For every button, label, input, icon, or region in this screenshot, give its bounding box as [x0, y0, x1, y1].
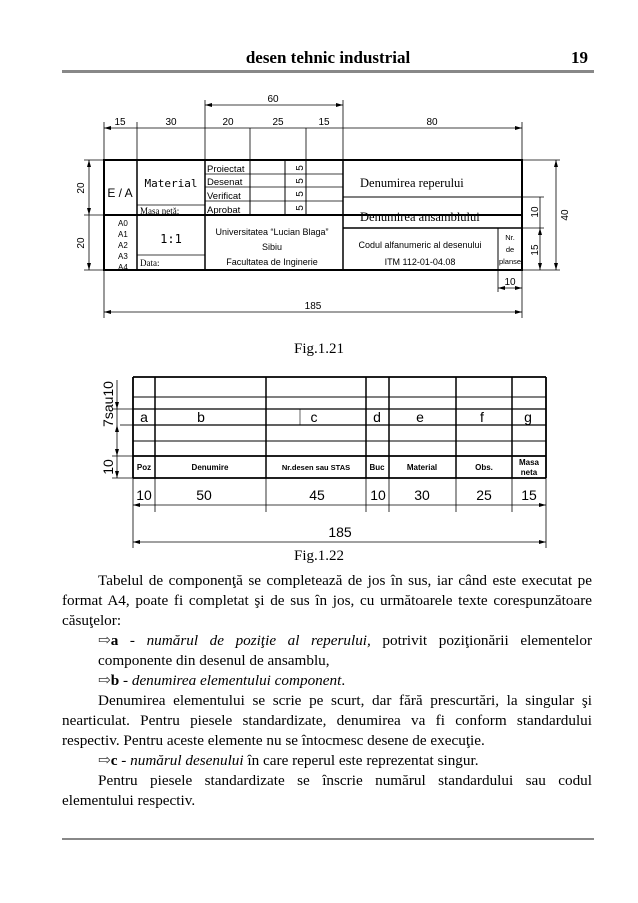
item-a-letter: a	[110, 632, 119, 649]
cell-a2: A2	[118, 241, 128, 250]
header-poz: Poz	[136, 463, 152, 472]
dim-15a: 15	[114, 117, 126, 128]
item-b	[62, 671, 592, 691]
arrow-icon: ⇨	[98, 632, 111, 649]
item-b-letter: b	[110, 672, 120, 689]
cell-proiectat: Proiectat	[207, 164, 245, 175]
dim-15-right: 15	[530, 244, 541, 256]
dim-20-left-bottom: 20	[76, 237, 87, 249]
dim-10-left: 10	[100, 459, 116, 475]
cell-a1: A1	[118, 230, 128, 239]
dim-30: 30	[165, 117, 177, 128]
paragraph-1: Tabelul de componenţă se completează de jos în sus, iar când este executat pe format A4, poate fi completat şi de sus în jos, cu următoarele texte corespunzătoare căsuţelor:	[62, 572, 592, 629]
dim-5d: 5	[295, 205, 306, 211]
item-c	[62, 751, 592, 771]
header-obs: Obs.	[475, 463, 493, 472]
letter-b: b	[197, 409, 205, 425]
dim-20: 20	[222, 117, 234, 128]
width-30: 30	[414, 487, 430, 503]
header-buc: Buc	[369, 463, 385, 472]
item-a-italic: numărul de poziţie al reperului,	[146, 632, 371, 649]
dim-5a: 5	[295, 165, 306, 171]
fig-1-21-caption: Fig.1.21	[293, 341, 344, 357]
item-c-italic: numărul desenului	[130, 752, 244, 769]
letter-f: f	[480, 409, 484, 425]
fig-1-22-caption: Fig.1.22	[293, 548, 344, 564]
body-text	[62, 571, 592, 811]
letter-a: a	[140, 409, 148, 425]
item-b-italic: denumirea elementului component	[131, 672, 342, 689]
cell-cod-value: ITM 112-01-04.08	[384, 257, 456, 267]
dim-25: 25	[272, 117, 284, 128]
page-number: 19	[571, 48, 588, 67]
cell-material: Material	[144, 177, 198, 190]
footer-rule	[62, 838, 594, 840]
dim-80: 80	[426, 117, 438, 128]
cell-cod-label: Codul alfanumeric al desenului	[358, 240, 482, 250]
cell-verificat: Verificat	[207, 191, 241, 202]
cell-a4: A4	[118, 263, 128, 272]
cell-nr3: planse	[498, 257, 522, 266]
cell-nr2: de	[505, 245, 515, 254]
dim-10-right: 10	[530, 206, 541, 218]
header-masa: Masa	[518, 458, 540, 467]
cell-a0: A0	[118, 219, 128, 228]
letter-c: c	[310, 409, 318, 425]
item-a	[62, 631, 592, 671]
cell-univ-line3: Facultatea de Inginerie	[226, 257, 318, 267]
header-material: Material	[406, 463, 438, 472]
arrow-icon: ⇨	[98, 672, 111, 689]
arrow-icon: ⇨	[98, 752, 111, 769]
dim-40-right: 40	[560, 209, 571, 221]
cell-denumirea-ansamblului: Denumirea ansamblului	[360, 210, 480, 224]
width-10a: 10	[136, 487, 152, 503]
letter-g: g	[524, 409, 532, 425]
dim-5c: 5	[295, 191, 306, 197]
letter-e: e	[416, 409, 424, 425]
dim-7-or-10: 7sau10	[100, 381, 116, 427]
paragraph-2: Denumirea elementului se scrie pe scurt, dar fără prescurtări, la singular şi nearticulat. Pentru piesele standardizate, denumirea va fi conform standardului respectiv. Pentru aceste elemente nu se întocmesc desene de execuţie.	[62, 692, 592, 749]
cell-masa-neta: Masa netă:	[140, 206, 180, 216]
width-10b: 10	[370, 487, 386, 503]
cell-nr1: Nr.	[505, 233, 515, 242]
dim-60: 60	[267, 94, 279, 105]
header-denumire: Denumire	[191, 463, 229, 472]
cell-denumirea-reperului: Denumirea reperului	[360, 176, 464, 190]
cell-data: Data:	[140, 258, 160, 268]
cell-scale: 1:1	[160, 232, 182, 246]
cell-ea: E / A	[107, 186, 133, 200]
width-15: 15	[521, 487, 537, 503]
dim-15b: 15	[318, 117, 330, 128]
letter-d: d	[373, 409, 381, 425]
header-title: desen tehnic industrial	[245, 48, 411, 67]
item-a-rest: potrivit poziţionării elementelor componente din desenul de ansamblu,	[98, 632, 593, 669]
header-nr-desen: Nr.desen sau STAS	[281, 463, 351, 472]
width-50: 50	[196, 487, 212, 503]
width-185: 185	[328, 524, 352, 540]
item-c-letter: c	[110, 752, 118, 769]
cell-univ-line1: Universitatea “Lucian Blaga”	[215, 227, 329, 237]
dim-185: 185	[304, 301, 322, 312]
width-45: 45	[309, 487, 325, 503]
dim-5b: 5	[295, 178, 306, 184]
dim-20-left-top: 20	[76, 182, 87, 194]
width-25: 25	[476, 487, 492, 503]
cell-desenat: Desenat	[207, 177, 243, 188]
cell-a3: A3	[118, 252, 128, 261]
item-a-sep: -	[118, 632, 147, 649]
cell-univ-line2: Sibiu	[261, 242, 283, 252]
item-b-sep: -	[119, 672, 132, 689]
dim-10-bottom: 10	[504, 277, 516, 288]
cell-aprobat: Aprobat	[207, 205, 241, 216]
item-c-sep: -	[117, 752, 131, 769]
paragraph-3: Pentru piesele standardizate se înscrie numărul standardului sau codul elementului respectiv.	[62, 772, 592, 809]
item-c-rest: în care reperul este reprezentat singur.	[243, 752, 479, 769]
item-b-end: .	[341, 672, 346, 689]
header-neta: neta	[520, 468, 538, 477]
